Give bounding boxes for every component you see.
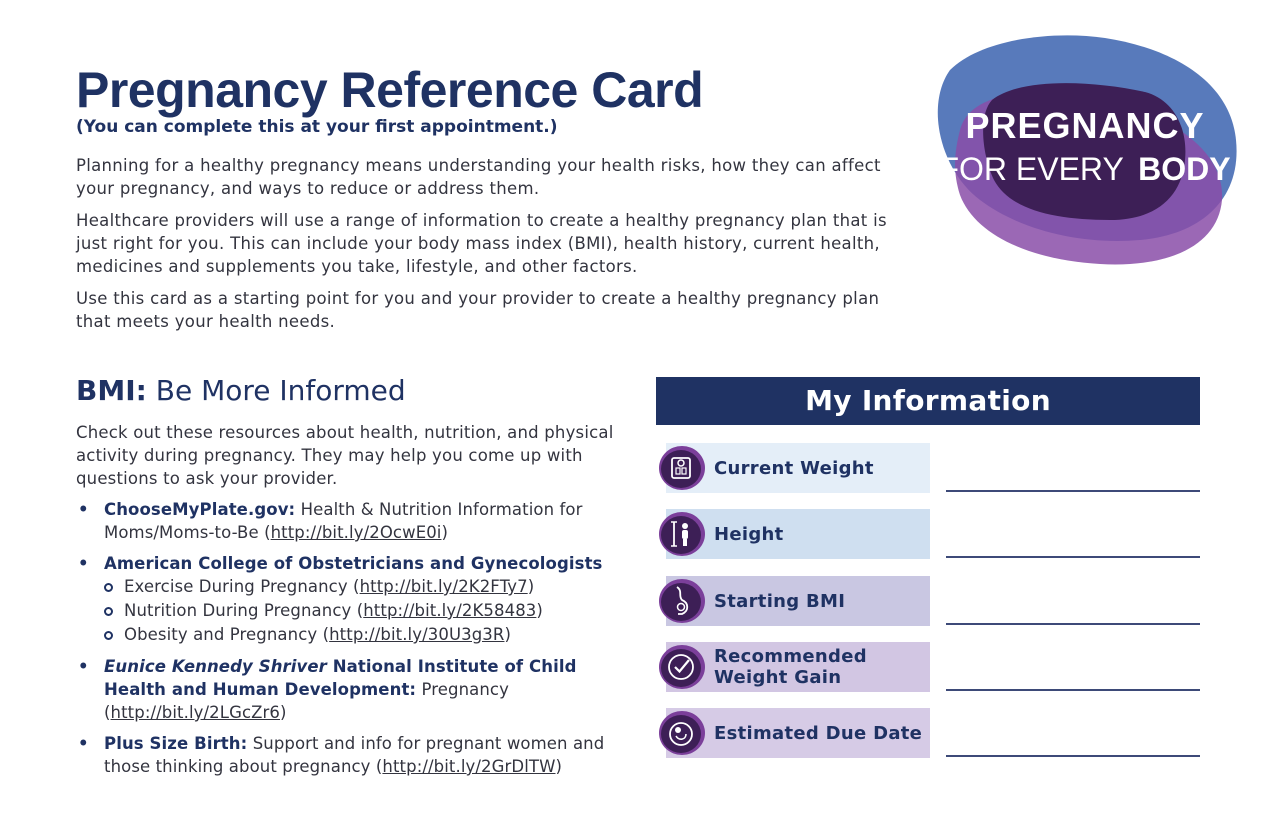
pregnant-body-icon <box>656 576 706 626</box>
logo-line2 <box>939 151 1230 187</box>
acog-item-text: Obesity and Pregnancy ( <box>124 625 330 644</box>
resource-desc: Health & Nutrition Information for Moms/Moms-to-Be ( <box>104 500 583 542</box>
baby-icon <box>656 708 706 758</box>
resource-name-rest: National Institute of Child Health and Human Development: <box>104 657 577 699</box>
field-label: Estimated Due Date <box>714 722 923 744</box>
scale-icon <box>656 443 706 493</box>
logo-line2-light: FOR EVERY <box>939 151 1124 187</box>
bmi-heading-bold: BMI: <box>76 374 147 407</box>
field-label: Height <box>714 523 784 545</box>
resource-link[interactable]: http://bit.ly/2K58483 <box>363 601 537 620</box>
resource-plussize <box>76 732 636 778</box>
height-icon <box>656 509 706 559</box>
resource-name: American College of Obstetricians and Gynecologists <box>104 554 603 573</box>
current-weight-entry-line[interactable] <box>946 490 1200 492</box>
info-row-estimated-due-date <box>656 708 1200 758</box>
resource-link[interactable]: http://bit.ly/2OcwE0i <box>270 523 442 542</box>
field-label: Current Weight <box>714 457 874 479</box>
resource-list <box>76 498 636 786</box>
page-subtitle: (You can complete this at your first appointment.) <box>76 117 558 137</box>
resource-nichd <box>76 655 636 724</box>
resource-link[interactable]: http://bit.ly/2GrDlTW <box>382 757 556 776</box>
logo-line1: PREGNANCY <box>965 105 1205 146</box>
acog-item <box>104 599 636 623</box>
resource-acog <box>76 552 636 647</box>
bmi-heading <box>76 373 406 409</box>
paren-close: ) <box>527 577 535 596</box>
logo-line2-bold: BODY <box>1138 151 1231 187</box>
circle-bullet-icon <box>104 583 113 592</box>
resource-name: ChooseMyPlate.gov: <box>104 500 296 519</box>
resource-myplate <box>76 498 636 544</box>
resource-name: Plus Size Birth: <box>104 734 248 753</box>
bullet-icon: • <box>78 554 89 573</box>
checkmark-icon <box>656 642 706 692</box>
circle-bullet-icon <box>104 631 113 640</box>
paren-close: ) <box>504 625 512 644</box>
info-row-recommended-weight-gain <box>656 642 1200 692</box>
field-label: Starting BMI <box>714 590 846 612</box>
intro-paragraph: Use this card as a starting point for you and your provider to create a healthy pregnancy plan that meets your health needs. <box>76 289 880 331</box>
acog-item-text: Nutrition During Pregnancy ( <box>124 601 364 620</box>
acog-sublist <box>104 575 636 647</box>
circle-bullet-icon <box>104 607 113 616</box>
bmi-heading-rest: Be More Informed <box>146 374 406 407</box>
starting-bmi-entry-line[interactable] <box>946 623 1200 625</box>
bullet-icon: • <box>78 500 89 519</box>
page-title: Pregnancy Reference Card <box>76 62 704 118</box>
bullet-icon: • <box>78 657 89 676</box>
estimated-due-date-entry-line[interactable] <box>946 755 1200 757</box>
intro-paragraph: Healthcare providers will use a range of information to create a healthy pregnancy plan that is just right for you. This can include your body mass index (BMI), health history, current health, medicines and supplements you take, lifestyle, and other factors. <box>76 211 887 276</box>
bullet-icon: • <box>78 734 89 753</box>
resource-link[interactable]: http://bit.ly/2K2FTy7 <box>359 577 528 596</box>
acog-item-text: Exercise During Pregnancy ( <box>124 577 360 596</box>
info-row-height <box>656 509 1200 559</box>
paren-close: ) <box>280 703 287 722</box>
paren-close: ) <box>536 601 543 620</box>
intro-section <box>76 154 896 342</box>
resource-link[interactable]: http://bit.ly/2LGcZr6 <box>110 703 281 722</box>
info-row-starting-bmi <box>656 576 1200 626</box>
bmi-intro: Check out these resources about health, nutrition, and physical activity during pregnancy. They may help you come up with questions to ask your provider. <box>76 423 614 488</box>
acog-item <box>104 623 636 647</box>
resource-name-italic: Eunice Kennedy Shriver <box>104 657 327 676</box>
acog-item <box>104 575 636 599</box>
recommended-weight-gain-entry-line[interactable] <box>946 689 1200 691</box>
paren-close: ) <box>555 757 563 776</box>
my-information-header: My Information <box>656 377 1200 425</box>
pregnancy-for-every-body-logo <box>930 30 1242 270</box>
paren-close: ) <box>441 523 449 542</box>
info-row-current-weight <box>656 443 1200 493</box>
resource-desc: Pregnancy ( <box>104 680 509 722</box>
field-label: Recommended Weight Gain <box>714 646 867 688</box>
intro-paragraph: Planning for a healthy pregnancy means understanding your health risks, how they can affect your pregnancy, and ways to reduce or address them. <box>76 156 881 198</box>
resource-link[interactable]: http://bit.ly/30U3g3R <box>329 625 505 644</box>
resource-desc: Support and info for pregnant women and those thinking about pregnancy ( <box>104 734 605 776</box>
height-entry-line[interactable] <box>946 556 1200 558</box>
